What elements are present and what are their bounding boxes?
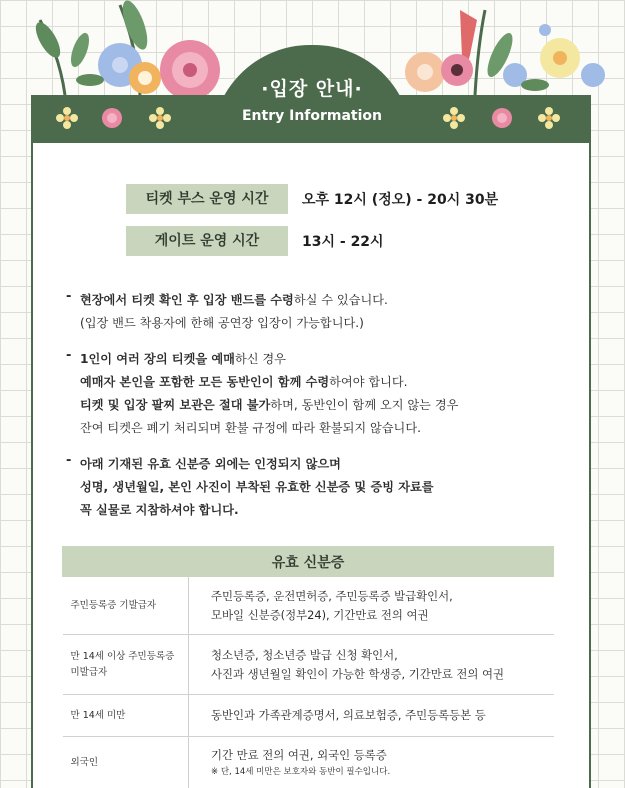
hours-value: 오후 12시 (정오) - 20시 30분 bbox=[302, 192, 499, 208]
id-documents-cell bbox=[189, 577, 554, 635]
notice-item bbox=[66, 289, 566, 335]
notice-text-bold: 아래 기재된 유효 신분증 외에는 인정되지 않으며 bbox=[80, 457, 341, 471]
id-category-label: 외국인 bbox=[70, 756, 99, 768]
valid-id-table bbox=[62, 546, 554, 788]
notice-line bbox=[80, 348, 458, 371]
dash-bullet: - bbox=[66, 289, 72, 304]
id-category-cell bbox=[63, 635, 189, 695]
id-documents-line: 사진과 생년월일 확인이 가능한 학생증, 기간만료 전의 여권 bbox=[211, 666, 505, 681]
dash-bullet: - bbox=[66, 453, 72, 468]
id-category-label: 만 14세 이상 주민등록증 bbox=[70, 650, 175, 662]
notice-line bbox=[80, 371, 458, 394]
id-category-cell bbox=[63, 737, 189, 788]
notice-text-bold: 현장에서 티켓 확인 후 입장 밴드를 수령 bbox=[80, 293, 294, 307]
notice-text: (입장 밴드 착용자에 한해 공연장 입장이 가능합니다.) bbox=[80, 316, 364, 330]
flower-cluster-left-icon bbox=[20, 0, 230, 100]
hours-label: 게이트 운영 시간 bbox=[126, 226, 288, 256]
notice-text-bold: 예매자 본인을 포함한 모든 동반인이 함께 수령 bbox=[80, 375, 330, 389]
id-category-cell bbox=[63, 695, 189, 737]
notice-text: 하여야 합니다. bbox=[329, 375, 408, 389]
pink-flower-icon bbox=[491, 107, 513, 129]
table-row bbox=[63, 577, 554, 635]
id-note: ※ 단, 14세 미만은 보호자와 동반이 필수입니다. bbox=[211, 767, 391, 777]
id-documents-line: 주민등록증, 운전면허증, 주민등록증 발급확인서, bbox=[211, 588, 453, 603]
flower-cluster-right-icon bbox=[395, 0, 620, 100]
ticket-booth-hours-row bbox=[126, 184, 498, 214]
yellow-flower-icon bbox=[538, 107, 560, 129]
dash-bullet: - bbox=[66, 348, 72, 363]
yellow-flower-icon bbox=[443, 107, 465, 129]
id-documents-cell bbox=[189, 635, 554, 695]
notice-line bbox=[80, 453, 434, 476]
hours-label: 티켓 부스 운영 시간 bbox=[126, 184, 288, 214]
notice-item bbox=[66, 348, 566, 440]
pink-flower-icon bbox=[101, 107, 123, 129]
table-title: 유효 신분증 bbox=[63, 547, 554, 577]
yellow-flower-icon bbox=[149, 107, 171, 129]
id-documents-line: 기간 만료 전의 여권, 외국인 등록증 bbox=[211, 748, 387, 762]
page-subtitle: Entry Information bbox=[241, 108, 383, 124]
notice-line bbox=[80, 476, 434, 499]
gate-hours-row bbox=[126, 226, 384, 256]
id-documents-line: 모바일 신분증(정부24), 기간만료 전의 여권 bbox=[211, 607, 429, 622]
table-row bbox=[63, 695, 554, 737]
yellow-flower-icon bbox=[56, 107, 78, 129]
table-row bbox=[63, 635, 554, 695]
notice-line bbox=[80, 312, 388, 335]
notice-text: 하며, 동반인이 함께 오지 않는 경우 bbox=[270, 398, 459, 412]
notice-line bbox=[80, 394, 458, 417]
notice-text: 하신 경우 bbox=[234, 352, 286, 366]
id-category-label: 만 14세 미만 bbox=[70, 709, 126, 721]
id-documents-cell bbox=[189, 737, 554, 788]
notice-line bbox=[80, 499, 434, 522]
id-category-label: 미발급자 bbox=[70, 666, 108, 678]
id-category-label: 주민등록증 기발급자 bbox=[70, 599, 157, 611]
notice-list bbox=[66, 289, 566, 535]
page-title: ·입장 안내· bbox=[261, 78, 363, 100]
id-documents-cell bbox=[189, 695, 554, 737]
hours-value: 13시 - 22시 bbox=[302, 234, 384, 250]
id-category-cell bbox=[63, 577, 189, 635]
notice-item bbox=[66, 453, 566, 522]
table-row bbox=[63, 737, 554, 788]
notice-line bbox=[80, 417, 458, 440]
id-documents-line: 청소년증, 청소년증 발급 신청 확인서, bbox=[211, 647, 398, 662]
id-documents-line: 동반인과 가족관계증명서, 의료보험증, 주민등록등본 등 bbox=[211, 708, 486, 722]
notice-text: 잔여 티켓은 폐기 처리되며 환불 규정에 따라 환불되지 않습니다. bbox=[80, 421, 421, 435]
notice-text: 하실 수 있습니다. bbox=[293, 293, 388, 307]
notice-text-bold: 성명, 생년월일, 본인 사진이 부착된 유효한 신분증 및 증빙 자료를 bbox=[80, 480, 434, 494]
notice-text-bold: 꼭 실물로 지참하셔야 합니다. bbox=[80, 503, 239, 517]
notice-text-bold: 1인이 여러 장의 티켓을 예매 bbox=[80, 352, 235, 366]
notice-text-bold: 티켓 및 입장 팔찌 보관은 절대 불가 bbox=[80, 398, 271, 412]
notice-line bbox=[80, 289, 388, 312]
